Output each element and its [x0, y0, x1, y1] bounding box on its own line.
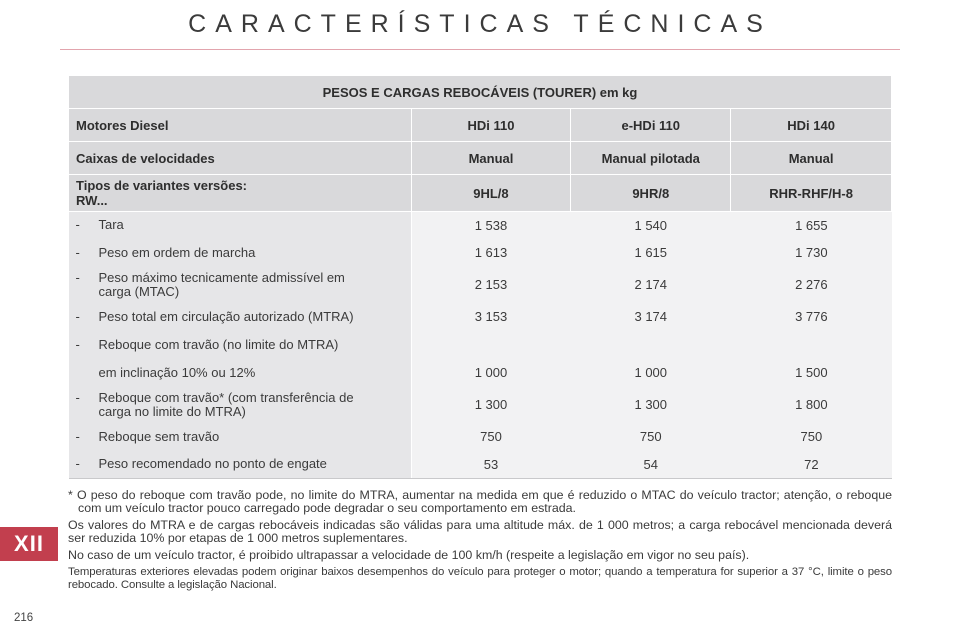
table-row — [69, 331, 892, 359]
table-title-row — [69, 76, 892, 109]
row-label-text — [99, 366, 256, 380]
row-label-item — [76, 218, 404, 232]
row-label — [69, 359, 412, 387]
title-divider — [60, 49, 900, 50]
table-row — [69, 267, 892, 303]
row-value: 750 — [411, 423, 571, 451]
row-value: 1 800 — [731, 387, 892, 423]
row-label — [69, 331, 412, 359]
header-label-engines: Motores Diesel — [69, 109, 412, 142]
row-label-line: carga no limite do MTRA) — [98, 403, 246, 419]
header-row-gearboxes — [69, 142, 892, 175]
header-variant-2: 9HR/8 — [571, 175, 731, 212]
row-value: 3 153 — [411, 303, 571, 331]
header-engine-3: HDi 140 — [731, 109, 892, 142]
header-row-variants — [69, 175, 892, 212]
row-label-text — [99, 430, 220, 444]
row-label-line: Reboque com travão (no limite do MTRA) — [98, 336, 339, 352]
row-value: 2 276 — [731, 267, 892, 303]
row-label-item — [76, 310, 404, 324]
header-row-engines — [69, 109, 892, 142]
row-label-text — [99, 218, 124, 232]
weights-table — [68, 75, 892, 479]
row-label-text — [99, 246, 256, 260]
header-label-gearboxes: Caixas de velocidades — [69, 142, 412, 175]
row-value: 1 300 — [571, 387, 731, 423]
footnote-speed: No caso de um veículo tractor, é proibido ultrapassar a velocidade de 100 km/h (respeite a legislação em vigor no seu país). — [68, 548, 750, 562]
row-value: 1 000 — [571, 359, 731, 387]
row-label-item — [76, 246, 404, 260]
row-dash: - — [75, 217, 80, 233]
table-row — [69, 359, 892, 387]
row-value: 2 153 — [411, 267, 571, 303]
row-value: 750 — [571, 423, 731, 451]
row-label-line: Reboque com travão* (com transferência de — [98, 389, 354, 405]
page-title: CARACTERÍSTICAS TÉCNICAS — [188, 10, 772, 38]
table-row — [69, 387, 892, 423]
row-value: 3 776 — [731, 303, 892, 331]
row-label-text — [99, 271, 345, 299]
row-dash: - — [75, 456, 80, 472]
row-label-line: Peso em ordem de marcha — [98, 244, 256, 260]
header-label-variants-line: Tipos de variantes versões: — [76, 178, 248, 193]
row-label — [69, 387, 412, 423]
row-value — [571, 331, 731, 359]
row-value: 1 540 — [571, 212, 731, 239]
row-label-item — [76, 271, 404, 299]
header-gearbox-2: Manual pilotada — [571, 142, 731, 175]
row-label-line: Peso recomendado no ponto de engate — [98, 456, 327, 472]
row-value — [731, 331, 892, 359]
row-label — [69, 423, 412, 451]
header-engine-1: HDi 110 — [411, 109, 571, 142]
row-label — [69, 239, 412, 267]
row-label-line: em inclinação 10% ou 12% — [98, 364, 256, 380]
header-gearbox-1: Manual — [411, 142, 571, 175]
row-dash: - — [75, 428, 80, 444]
row-value: 1 500 — [731, 359, 892, 387]
header-label-variants — [69, 175, 412, 212]
header-variant-3: RHR-RHF/H-8 — [731, 175, 892, 212]
row-value — [411, 331, 571, 359]
row-label-line: Peso total em circulação autorizado (MTRA) — [98, 308, 354, 324]
row-value: 1 000 — [411, 359, 571, 387]
chapter-tab: XII — [0, 527, 58, 561]
table-row — [69, 212, 892, 239]
table-row — [69, 239, 892, 267]
row-value: 1 730 — [731, 239, 892, 267]
header-variant-1: 9HL/8 — [411, 175, 571, 212]
row-label-item — [76, 366, 404, 380]
row-label-item — [76, 338, 404, 352]
table-row — [69, 303, 892, 331]
row-value: 1 615 — [571, 239, 731, 267]
row-value: 53 — [411, 451, 571, 479]
row-label-text — [99, 457, 327, 471]
row-dash: - — [75, 389, 80, 405]
row-dash: - — [75, 269, 80, 285]
row-label-line: Tara — [98, 217, 124, 233]
row-dash: - — [75, 244, 80, 260]
header-engine-2: e-HDi 110 — [571, 109, 731, 142]
row-label — [69, 303, 412, 331]
row-label-line: Reboque sem travão — [98, 428, 220, 444]
row-value: 1 613 — [411, 239, 571, 267]
table-title: PESOS E CARGAS REBOCÁVEIS (TOURER) em kg — [69, 76, 892, 109]
footnotes — [68, 489, 892, 596]
row-label-item — [76, 457, 404, 471]
row-value: 1 538 — [411, 212, 571, 239]
row-value: 1 655 — [731, 212, 892, 239]
row-label — [69, 212, 412, 239]
table-row — [69, 451, 892, 479]
row-label-text — [99, 338, 339, 352]
row-dash: - — [75, 308, 80, 324]
row-label-text — [99, 391, 354, 419]
footnote-temperature: Temperaturas exteriores elevadas podem originar baixos desempenhos do veículo para proteger o motor; quando a temperatura for superior a 37 °C, limite o peso rebocado. Consulte a legislação Nacional. — [68, 566, 892, 591]
row-label — [69, 451, 412, 479]
row-value: 750 — [731, 423, 892, 451]
row-value: 72 — [731, 451, 892, 479]
row-value: 1 300 — [411, 387, 571, 423]
header-label-variants-line: RW... — [76, 193, 108, 208]
row-label — [69, 267, 412, 303]
row-label-item — [76, 430, 404, 444]
page-number: 216 — [14, 612, 34, 624]
row-value: 54 — [571, 451, 731, 479]
header-gearbox-3: Manual — [731, 142, 892, 175]
row-label-line: carga (MTAC) — [98, 283, 180, 299]
row-label-line: Peso máximo tecnicamente admissível em — [98, 269, 345, 285]
row-label-text — [99, 310, 354, 324]
footnote-asterisk: * O peso do reboque com travão pode, no limite do MTRA, aumentar na medida em que é reduzido o MTAC do veículo tractor; atenção, o reboque com um veículo tractor pouco carregado pode degradar o seu comportamento em estrada. — [68, 488, 892, 515]
row-value: 3 174 — [571, 303, 731, 331]
row-value: 2 174 — [571, 267, 731, 303]
footnote-altitude: Os valores do MTRA e de cargas rebocáveis indicadas são válidas para uma altitude máx. de 1 000 metros; a carga rebocável mencionada deverá ser reduzida 10% por etapas de 1 000 metros suplementares. — [68, 518, 892, 545]
table-row — [69, 423, 892, 451]
row-dash: - — [75, 336, 80, 352]
row-label-item — [76, 391, 404, 419]
